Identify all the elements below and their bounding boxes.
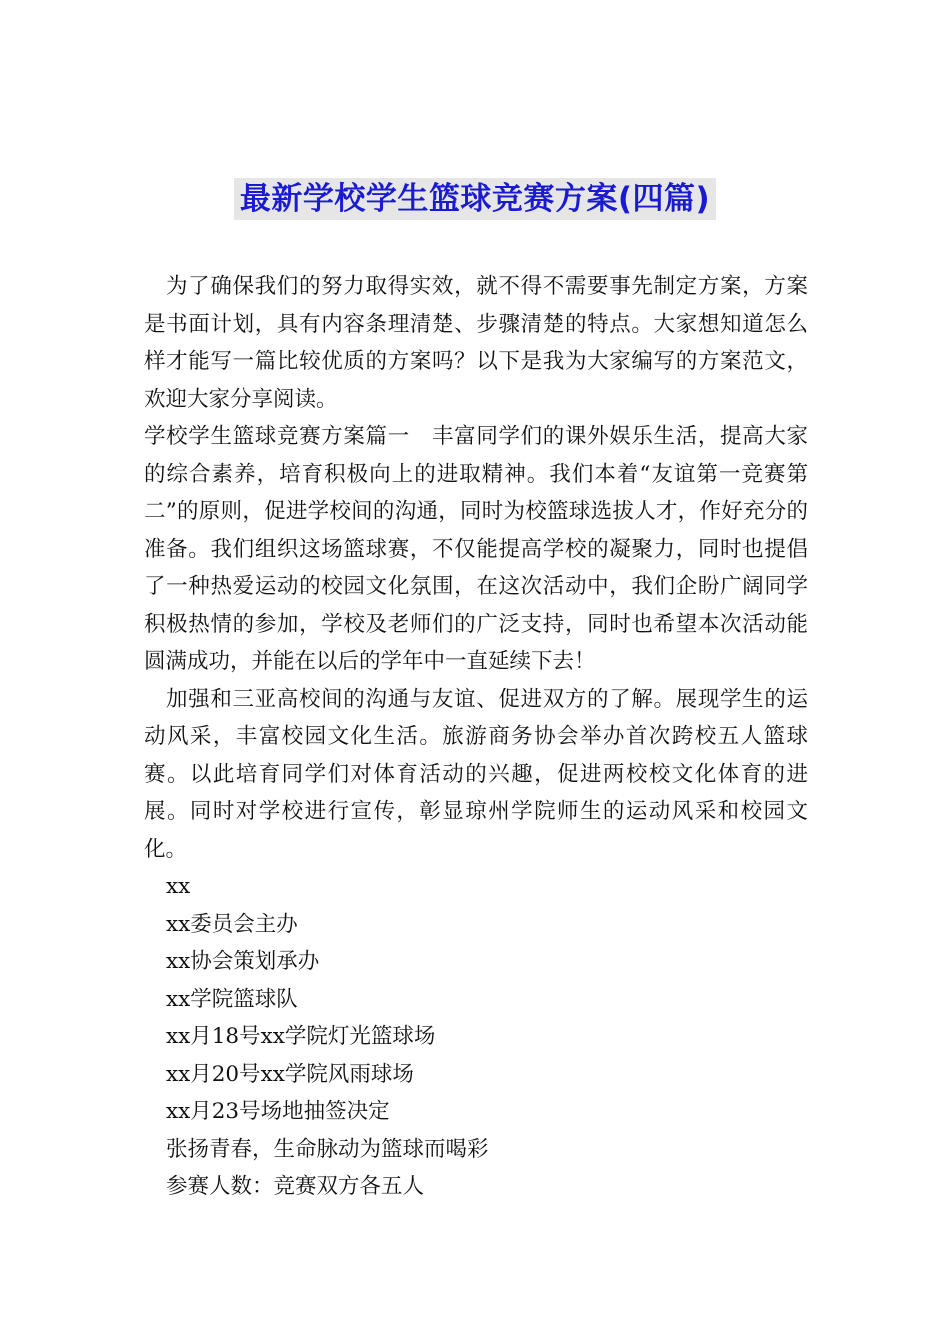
title-container xyxy=(0,178,950,220)
intro-paragraph: 为了确保我们的努力取得实效，就不得不需要事先制定方案，方案是书面计划，具有内容条理清楚、步骤清楚的特点。大家想知道怎么样才能写一篇比较优质的方案吗？以下是我为大家编写的方案范文，欢迎大家分享阅读。 xyxy=(144,274,808,412)
list-item: 张扬青春，生命脉动为篮球而喝彩 xyxy=(166,1136,489,1162)
purpose-paragraph: 加强和三亚高校间的沟通与友谊、促进双方的了解。展现学生的运动风采，丰富校园文化生活。旅游商务协会举办首次跨校五人篮球赛。以此培育同学们对体育活动的兴趣，促进两校校文化体育的进展。同时对学校进行宣传，彰显琼州学院师生的运动风采和校园文化。 xyxy=(144,686,808,862)
details-list xyxy=(144,868,808,1206)
section-one-paragraph: 学校学生篮球竞赛方案篇一 丰富同学们的课外娱乐生活，提高大家的综合素养，培育积极向上的进取精神。我们本着“友谊第一竞赛第二”的原则，促进学校间的沟通，同时为校篮球选拔人才，作好充分的准备。我们组织这场篮球赛，不仅能提高学校的凝聚力，同时也提倡了一种热爱运动的校园文化氛围，在这次活动中，我们企盼广阔同学积极热情的参加，学校及老师们的广泛支持，同时也希望本次活动能圆满成功，并能在以后的学年中一直延续下去！ xyxy=(144,424,808,674)
list-item: xx协会策划承办 xyxy=(166,949,320,974)
list-item: xx xyxy=(166,874,191,899)
list-item: xx委员会主办 xyxy=(166,911,298,937)
list-item: 参赛人数：竞赛双方各五人 xyxy=(166,1174,425,1199)
list-item: xx月20号xx学院风雨球场 xyxy=(166,1061,414,1087)
list-item: xx月18号xx学院灯光篮球场 xyxy=(166,1024,436,1049)
document-title: 最新学校学生篮球竞赛方案(四篇) xyxy=(234,178,716,220)
list-item: xx学院篮球队 xyxy=(166,986,298,1012)
list-item: xx月23号场地抽签决定 xyxy=(166,1099,390,1124)
document-body xyxy=(144,268,808,1206)
